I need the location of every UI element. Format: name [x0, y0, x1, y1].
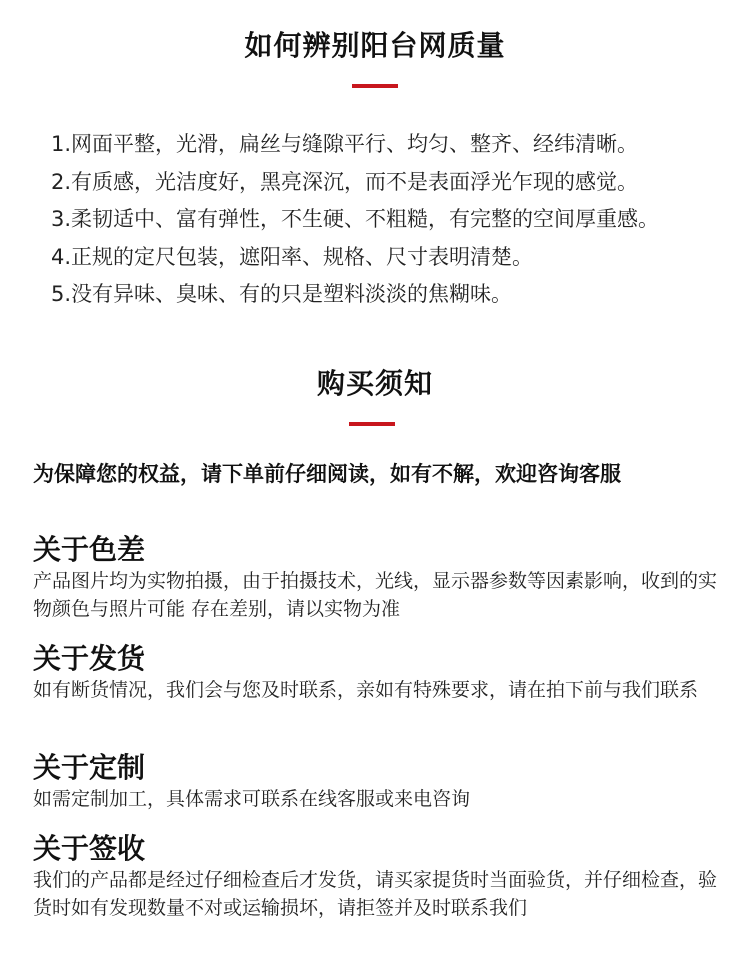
notice-body: 如有断货情况，我们会与您及时联系，亲如有特殊要求，请在拍下前与我们联系 [33, 679, 699, 701]
notice-receipt [33, 832, 723, 922]
notice-heading: 关于签收 [33, 832, 146, 865]
notice-customization [33, 751, 723, 813]
purchase-section-title: 购买须知 [316, 367, 433, 400]
quality-title-divider [352, 84, 398, 88]
notice-heading: 关于定制 [33, 751, 146, 784]
quality-criterion-5: 5.没有异味、臭味、有的只是塑料淡淡的焦糊味。 [51, 282, 513, 306]
notice-heading: 关于发货 [33, 642, 146, 675]
quality-criteria-list [51, 126, 741, 314]
purchase-title-divider [349, 422, 395, 426]
quality-criterion-2: 2.有质感，光洁度好，黑亮深沉，而不是表面浮光乍现的感觉。 [51, 169, 639, 194]
quality-criterion-1: 1.网面平整，光滑，扁丝与缝隙平行、均匀、整齐、经纬清晰。 [51, 132, 639, 156]
quality-criterion-3: 3.柔韧适中、富有弹性，不生硬、不粗糙，有完整的空间厚重感。 [51, 207, 660, 231]
quality-criterion-4: 4.正规的定尺包装，遮阳率、规格、尺寸表明清楚。 [51, 244, 534, 269]
notice-shipping [33, 642, 723, 704]
notice-body: 如需定制加工，具体需求可联系在线客服或来电咨询 [33, 788, 471, 810]
purchase-intro-text: 为保障您的权益，请下单前仔细阅读，如有不解，欢迎咨询客服 [33, 462, 621, 486]
notice-heading: 关于色差 [33, 533, 146, 566]
notice-body: 我们的产品都是经过仔细检查后才发货，请买家提货时当面验货，并仔细检查，验货时如有发现数量不对或运输损坏，请拒签并及时联系我们 [33, 869, 718, 919]
notice-body: 产品图片均为实物拍摄，由于拍摄技术，光线，显示器参数等因素影响，收到的实物颜色与照片可能 存在差别，请以实物为准 [33, 570, 718, 620]
notice-color-difference [33, 533, 723, 623]
quality-section-title: 如何辨别阳台网质量 [244, 29, 506, 62]
